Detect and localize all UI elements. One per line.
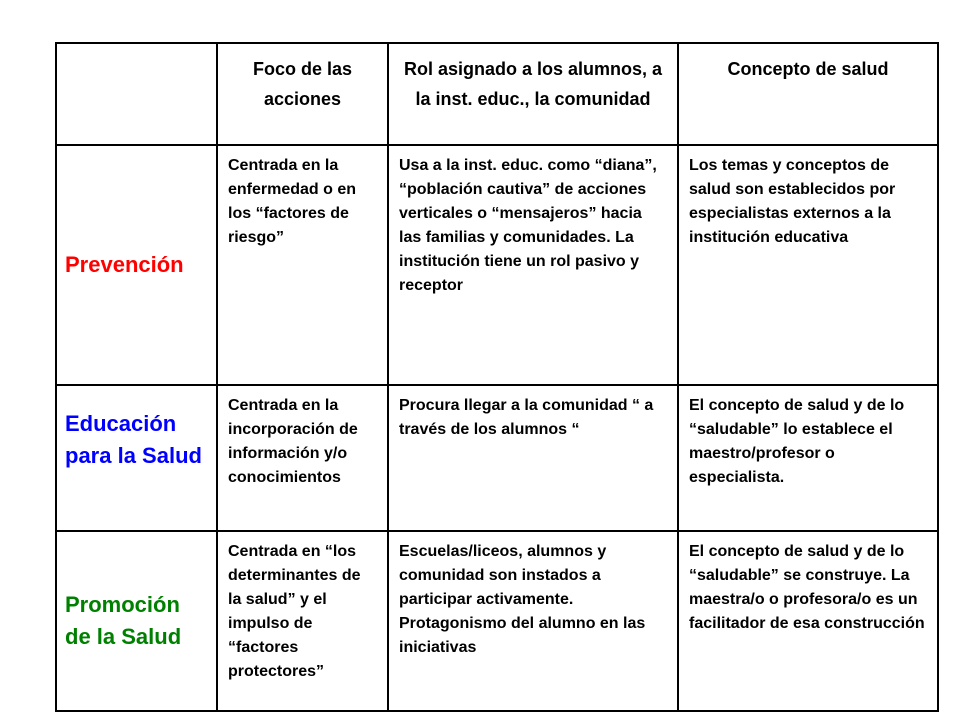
- cell-prevencion-foco: Centrada en la enfermedad o en los “factores de riesgo”: [217, 145, 388, 385]
- row-label-promocion: Promoción de la Salud: [56, 531, 217, 711]
- cell-educacion-foco: Centrada en la incorporación de información y/o conocimientos: [217, 385, 388, 531]
- header-rol: Rol asignado a los alumnos, a la inst. educ., la comunidad: [388, 43, 678, 145]
- row-label-prevencion: Prevención: [56, 145, 217, 385]
- cell-educacion-concepto: El concepto de salud y de lo “saludable” lo establece el maestro/profesor o especialista.: [678, 385, 938, 531]
- health-approaches-table: [55, 42, 939, 712]
- cell-educacion-rol: Procura llegar a la comunidad “ a través de los alumnos “: [388, 385, 678, 531]
- cell-promocion-concepto: El concepto de salud y de lo “saludable” se construye. La maestra/o o profesora/o es un facilitador de esa construcción: [678, 531, 938, 711]
- cell-prevencion-rol: Usa a la inst. educ. como “diana”, “población cautiva” de acciones verticales o “mensajeros” hacia las familias y comunidades. La institución tiene un rol pasivo y receptor: [388, 145, 678, 385]
- table-row-promocion: [56, 531, 938, 711]
- header-concepto: Concepto de salud: [678, 43, 938, 145]
- header-row: [56, 43, 938, 145]
- cell-promocion-rol: Escuelas/liceos, alumnos y comunidad son instados a participar activamente. Protagonismo del alumno en las iniciativas: [388, 531, 678, 711]
- cell-promocion-foco: Centrada en “los determinantes de la salud” y el impulso de “factores protectores”: [217, 531, 388, 711]
- header-corner-cell: [56, 43, 217, 145]
- header-foco: Foco de las acciones: [217, 43, 388, 145]
- cell-prevencion-concepto: Los temas y conceptos de salud son establecidos por especialistas externos a la institución educativa: [678, 145, 938, 385]
- table-row-prevencion: [56, 145, 938, 385]
- table-row-educacion: [56, 385, 938, 531]
- row-label-educacion: Educación para la Salud: [56, 385, 217, 531]
